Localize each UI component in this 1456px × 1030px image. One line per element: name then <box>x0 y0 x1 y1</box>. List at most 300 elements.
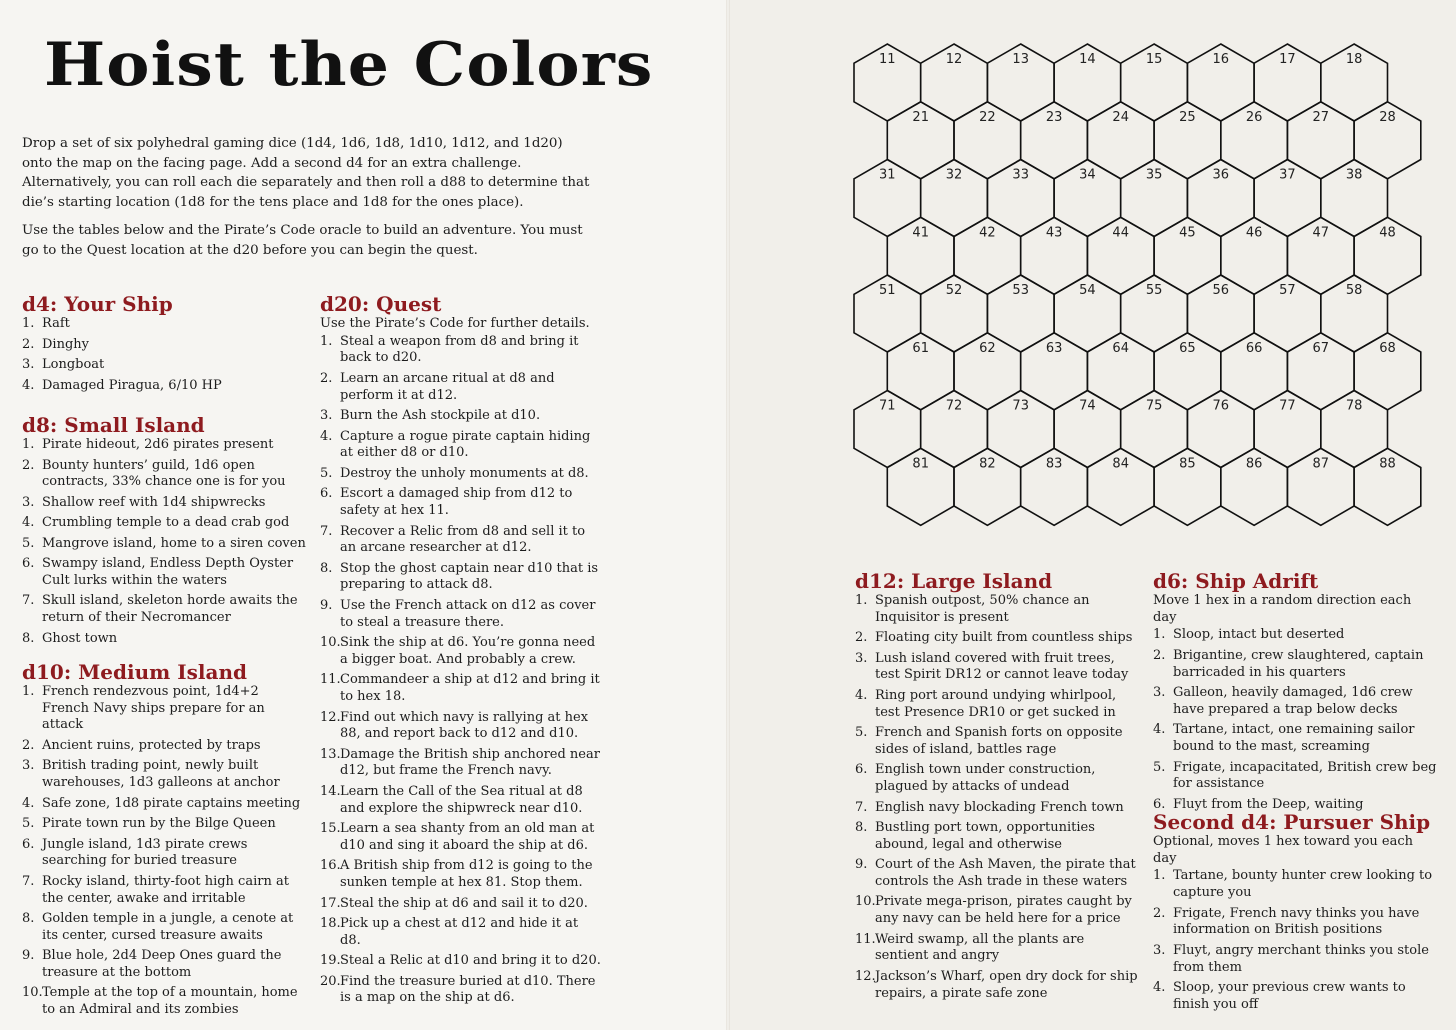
list-item <box>22 631 307 648</box>
item-text: Pirate hideout, 2d6 pirates present <box>42 437 274 452</box>
item-number: 16. <box>320 858 341 874</box>
item-number: 3. <box>320 408 333 424</box>
hex-label: 24 <box>1112 109 1129 125</box>
list-item <box>22 738 307 755</box>
hex-cell <box>1354 102 1421 179</box>
item-number: 12. <box>320 709 341 725</box>
item-number: 3. <box>855 650 868 666</box>
item-number: 4. <box>22 515 35 531</box>
hex-label: 11 <box>879 52 896 67</box>
item-number: 9. <box>855 857 868 873</box>
hex-cell <box>1087 448 1154 525</box>
hex-label: 33 <box>1012 167 1029 183</box>
item-number: 12. <box>855 968 876 984</box>
hex-label: 35 <box>1145 167 1163 183</box>
hex-cell <box>921 275 988 352</box>
page-title: Hoist the Colors <box>44 30 654 100</box>
hex-label: 42 <box>979 225 996 241</box>
hex-cell <box>921 391 988 468</box>
hex-cell <box>1321 44 1388 121</box>
hex-cell <box>1121 160 1188 237</box>
hex-label: 87 <box>1312 456 1330 472</box>
item-number: 11. <box>855 931 876 947</box>
table-d20 <box>320 292 602 1011</box>
hex-label: 22 <box>979 109 996 125</box>
hex-cell <box>1287 333 1354 410</box>
item-number: 4. <box>22 795 35 811</box>
hex-label: 17 <box>1279 52 1296 67</box>
list-item <box>855 688 1140 721</box>
hex-label: 44 <box>1112 225 1129 241</box>
hex-cell <box>1321 391 1388 468</box>
item-text: Sink the ship at d6. You’re gonna need a bigger boat. And probably a crew. <box>340 635 596 667</box>
item-number: 6. <box>1153 796 1166 812</box>
list-item <box>22 337 307 354</box>
hex-label: 82 <box>979 456 996 472</box>
table-note: Optional, moves 1 hex toward you each day <box>1153 834 1414 866</box>
item-text: Ancient ruins, protected by traps <box>42 737 261 753</box>
item-text: Golden temple in a jungle, a cenote at its center, cursed treasure awaits <box>42 911 294 943</box>
hex-label: 84 <box>1112 456 1129 472</box>
list-item <box>320 635 602 668</box>
item-number: 10. <box>855 894 876 910</box>
item-text: A British ship from d12 is going to the sunken temple at hex 81. Stop them. <box>340 858 593 891</box>
intro-text <box>22 134 592 269</box>
list-item <box>320 524 602 557</box>
table-d6 <box>1153 569 1438 817</box>
hex-label: 68 <box>1379 340 1396 356</box>
hex-label: 73 <box>1012 398 1029 414</box>
list-item <box>320 953 602 970</box>
item-number: 19. <box>320 953 341 969</box>
hex-cell <box>987 160 1054 237</box>
item-number: 2. <box>320 370 333 386</box>
list-item <box>1153 980 1438 1013</box>
item-number: 4. <box>1153 980 1166 996</box>
hex-cell <box>1121 391 1188 468</box>
item-text: Damage the British ship anchored near d12, but frame the French navy. <box>340 746 600 779</box>
hex-cell <box>1121 44 1188 121</box>
table-list <box>1153 868 1438 1013</box>
item-text: Longboat <box>42 357 105 372</box>
hex-cell <box>1321 160 1388 237</box>
item-text: British trading point, newly built warehouses, 1d3 galleons at anchor <box>42 758 280 791</box>
item-number: 20. <box>320 973 341 989</box>
list-item <box>320 747 602 780</box>
item-text: Court of the Ash Maven, the pirate that controls the Ash trade in these waters <box>875 857 1136 889</box>
hex-label: 28 <box>1379 109 1396 125</box>
hex-cell <box>1121 275 1188 352</box>
hex-cell <box>1154 217 1221 294</box>
list-item <box>1153 648 1438 681</box>
item-text: Brigantine, crew slaughtered, captain barricaded in his quarters <box>1173 647 1424 680</box>
item-number: 5. <box>22 816 35 832</box>
list-item <box>1153 906 1438 939</box>
intro-paragraph: Drop a set of six polyhedral gaming dice (1d4, 1d6, 1d8, 1d10, 1d12, and 1d20) onto the map on the facing page. Add a second d4 for an extra challenge. Alternatively, you can roll each die separately and then roll a d88 to determine that die’s starting location (1d8 for the tens place and 1d8 for the ones place). <box>22 136 590 210</box>
list-item <box>22 536 307 553</box>
table-d12 <box>855 569 1140 1006</box>
table-list <box>22 316 307 394</box>
hex-cell <box>1187 275 1254 352</box>
item-number: 6. <box>320 486 333 502</box>
list-item <box>320 408 602 425</box>
item-number: 9. <box>320 597 333 613</box>
item-number: 1. <box>1153 868 1166 884</box>
item-text: Steal the ship at d6 and sail it to d20. <box>340 895 588 911</box>
table-heading: d20: Quest <box>320 292 442 316</box>
hex-label: 78 <box>1345 398 1363 414</box>
item-text: English town under construction, plagued by attacks of undead <box>875 762 1096 795</box>
list-item <box>320 896 602 913</box>
item-number: 3. <box>22 494 35 510</box>
item-text: Fluyt, angry merchant thinks you stole from them <box>1173 942 1429 975</box>
hex-cell <box>1221 217 1288 294</box>
list-item <box>320 858 602 891</box>
hex-label: 85 <box>1179 456 1196 472</box>
list-item <box>320 598 602 631</box>
list-item <box>22 874 307 907</box>
item-text: Raft <box>42 316 70 331</box>
item-text: Private mega-prison, pirates caught by any navy can be held here for a price <box>875 894 1132 927</box>
item-text: Burn the Ash stockpile at d10. <box>340 408 541 424</box>
item-text: Damaged Piragua, 6/10 HP <box>42 377 222 393</box>
item-number: 3. <box>1153 942 1166 958</box>
hex-label: 36 <box>1212 167 1230 183</box>
item-number: 4. <box>855 687 868 703</box>
list-item <box>320 429 602 462</box>
item-text: Mangrove island, home to a siren coven <box>42 535 306 551</box>
list-item <box>320 784 602 817</box>
hex-cell <box>1154 448 1221 525</box>
table-heading: d8: Small Island <box>22 413 205 437</box>
item-text: Bounty hunters’ guild, 1d6 open contracts, 33% chance one is for you <box>42 457 286 490</box>
table-d8 <box>22 413 307 651</box>
hex-label: 76 <box>1212 398 1230 414</box>
hex-cell <box>1254 160 1321 237</box>
hex-label: 14 <box>1079 52 1096 67</box>
hex-cell <box>1021 217 1088 294</box>
table-heading: Second d4: Pursuer Ship <box>1153 810 1431 834</box>
hex-cell <box>1287 448 1354 525</box>
hex-cell <box>1087 333 1154 410</box>
item-number: 1. <box>855 593 868 608</box>
item-number: 7. <box>855 799 868 815</box>
item-text: Destroy the unholy monuments at d8. <box>340 465 589 481</box>
hex-label: 16 <box>1212 52 1230 67</box>
hex-cell <box>1254 275 1321 352</box>
table-note: Use the Pirate’s Code for further details. <box>320 316 590 331</box>
list-item <box>22 816 307 833</box>
hex-cell <box>887 102 954 179</box>
item-text: Temple at the top of a mountain, home to an Admiral and its zombies <box>42 985 298 1018</box>
hex-label: 83 <box>1045 456 1063 472</box>
item-number: 11. <box>320 672 341 688</box>
item-number: 2. <box>22 737 35 753</box>
item-text: Fluyt from the Deep, waiting <box>1173 796 1364 812</box>
item-number: 5. <box>320 465 333 481</box>
list-item <box>22 357 307 374</box>
hex-cell <box>854 44 921 121</box>
hex-cell <box>1287 102 1354 179</box>
list-item <box>22 495 307 512</box>
item-number: 2. <box>22 336 35 352</box>
item-number: 4. <box>320 428 333 444</box>
list-item <box>22 437 307 454</box>
item-text: Learn a sea shanty from an old man at d10 and sing it aboard the ship at d6. <box>340 821 595 853</box>
item-text: Skull island, skeleton horde awaits the return of their Necromancer <box>42 593 298 626</box>
hex-label: 81 <box>912 456 929 472</box>
list-item <box>1153 722 1438 755</box>
hex-label: 52 <box>945 283 963 298</box>
item-text: Learn the Call of the Sea ritual at d8 and explore the shipwreck near d10. <box>340 783 583 816</box>
hex-label: 54 <box>1079 283 1096 298</box>
item-number: 3. <box>22 357 35 372</box>
list-item <box>855 725 1140 758</box>
list-item <box>855 969 1140 1002</box>
item-text: Crumbling temple to a dead crab god <box>42 515 290 531</box>
hex-cell <box>854 391 921 468</box>
table-list <box>22 437 307 647</box>
item-text: Escort a damaged ship from d12 to safety at hex 11. <box>340 486 573 519</box>
intro-paragraph: Use the tables below and the Pirate’s Code oracle to build an adventure. You must go to the Quest location at the d20 before you can begin the quest. <box>22 223 583 258</box>
list-item <box>320 672 602 705</box>
hex-cell <box>887 217 954 294</box>
list-item <box>22 378 307 395</box>
hex-label: 38 <box>1345 167 1363 183</box>
list-item <box>22 758 307 791</box>
list-item <box>320 371 602 404</box>
hex-label: 53 <box>1012 283 1029 298</box>
hex-label: 27 <box>1312 109 1330 125</box>
item-text: Safe zone, 1d8 pirate captains meeting <box>42 795 301 811</box>
hex-cell <box>1254 44 1321 121</box>
item-number: 5. <box>22 535 35 551</box>
hex-label: 66 <box>1245 340 1263 356</box>
item-number: 18. <box>320 916 341 932</box>
list-item <box>22 593 307 626</box>
table-heading: d4: Your Ship <box>22 292 173 316</box>
hex-cell <box>1021 102 1088 179</box>
item-number: 8. <box>22 911 35 927</box>
table-d10 <box>22 660 307 1023</box>
list-item <box>320 710 602 743</box>
item-number: 4. <box>22 377 35 393</box>
hex-label: 51 <box>879 283 896 298</box>
hex-cell <box>1354 217 1421 294</box>
list-item <box>22 316 307 333</box>
list-item <box>320 486 602 519</box>
hex-cell <box>887 333 954 410</box>
hex-cell <box>1021 448 1088 525</box>
hex-cell <box>1154 333 1221 410</box>
item-text: Steal a weapon from d8 and bring it back to d20. <box>340 333 579 366</box>
hex-label: 64 <box>1112 340 1129 356</box>
item-number: 2. <box>1153 905 1166 921</box>
item-number: 7. <box>22 873 35 889</box>
hex-cell <box>1187 44 1254 121</box>
item-number: 5. <box>855 725 868 741</box>
table-list <box>320 334 602 1007</box>
item-text: Frigate, French navy thinks you have information on British positions <box>1173 905 1420 938</box>
hex-cell <box>987 391 1054 468</box>
item-text: Pick up a chest at d12 and hide it at d8. <box>340 916 579 948</box>
hex-label: 43 <box>1045 225 1063 241</box>
hex-label: 61 <box>912 340 929 356</box>
hex-cell <box>1054 44 1121 121</box>
item-number: 17. <box>320 895 341 911</box>
hex-cell <box>921 160 988 237</box>
item-number: 10. <box>320 635 341 651</box>
item-text: French and Spanish forts on opposite sides of island, battles rage <box>875 725 1123 757</box>
hex-cell <box>1154 102 1221 179</box>
list-item <box>320 334 602 367</box>
list-item <box>320 561 602 594</box>
hex-label: 23 <box>1045 109 1063 125</box>
item-number: 8. <box>320 560 333 576</box>
hex-label: 58 <box>1345 283 1363 298</box>
list-item <box>1153 627 1438 644</box>
hex-cell <box>1354 333 1421 410</box>
hex-cell <box>954 448 1021 525</box>
hex-cell <box>1054 275 1121 352</box>
hex-label: 45 <box>1179 225 1196 241</box>
hex-label: 63 <box>1045 340 1063 356</box>
hex-cell <box>954 102 1021 179</box>
hex-cell <box>1221 333 1288 410</box>
table-list <box>22 684 307 1019</box>
item-number: 1. <box>320 333 333 349</box>
item-number: 14. <box>320 783 341 799</box>
hex-cell <box>854 275 921 352</box>
item-text: Swampy island, Endless Depth Oyster Cult lurks within the waters <box>42 556 294 588</box>
item-text: Sloop, intact but deserted <box>1173 627 1345 643</box>
hex-label: 15 <box>1145 52 1163 67</box>
hex-label: 71 <box>879 398 896 414</box>
item-text: Stop the ghost captain near d10 that is preparing to attack d8. <box>340 560 599 593</box>
hex-label: 57 <box>1279 283 1296 298</box>
item-number: 7. <box>320 523 333 539</box>
item-text: Tartane, intact, one remaining sailor bound to the mast, screaming <box>1173 722 1415 755</box>
item-text: Lush island covered with fruit trees, test Spirit DR12 or cannot leave today <box>875 650 1129 683</box>
item-text: Steal a Relic at d10 and bring it to d20. <box>340 953 601 969</box>
hex-label: 77 <box>1279 398 1296 414</box>
item-number: 2. <box>1153 647 1166 663</box>
hex-cell <box>1221 448 1288 525</box>
hex-label: 75 <box>1145 398 1163 414</box>
list-item <box>855 894 1140 927</box>
hex-label: 65 <box>1179 340 1196 356</box>
item-number: 15. <box>320 821 341 837</box>
hex-label: 41 <box>912 225 929 241</box>
hex-label: 55 <box>1145 283 1163 298</box>
list-item <box>22 458 307 491</box>
hex-cell <box>1054 391 1121 468</box>
item-text: Frigate, incapacitated, British crew beg for assistance <box>1173 759 1437 792</box>
list-item <box>1153 868 1438 901</box>
hex-cell <box>1054 160 1121 237</box>
hex-label: 31 <box>879 167 896 183</box>
hex-cell <box>887 448 954 525</box>
item-number: 1. <box>1153 627 1166 643</box>
list-item <box>22 684 307 734</box>
item-text: Sloop, your previous crew wants to finish you off <box>1173 980 1406 1012</box>
table-pursuer-ship <box>1153 810 1438 1017</box>
item-text: Ring port around undying whirlpool, test Presence DR10 or get sucked in <box>875 687 1117 720</box>
item-number: 6. <box>22 836 35 852</box>
hex-label: 18 <box>1345 52 1363 67</box>
item-number: 4. <box>1153 722 1166 738</box>
hex-label: 72 <box>945 398 963 414</box>
item-text: Find out which navy is rallying at hex 88, and report back to d12 and d10. <box>340 709 589 742</box>
table-note: Move 1 hex in a random direction each day <box>1153 593 1412 625</box>
item-text: Commandeer a ship at d12 and bring it to hex 18. <box>340 672 600 705</box>
item-text: Shallow reef with 1d4 shipwrecks <box>42 494 266 510</box>
hex-label: 67 <box>1312 340 1330 356</box>
item-text: Rocky island, thirty-foot high cairn at the center, awake and irritable <box>42 873 289 906</box>
item-number: 1. <box>22 316 35 331</box>
table-heading: d12: Large Island <box>855 569 1053 593</box>
hex-cell <box>987 275 1054 352</box>
list-item <box>855 820 1140 853</box>
item-text: Tartane, bounty hunter crew looking to capture you <box>1173 868 1433 901</box>
hex-label: 74 <box>1079 398 1096 414</box>
hex-cell <box>1187 391 1254 468</box>
hex-label: 21 <box>912 109 929 125</box>
list-item <box>22 911 307 944</box>
table-d4 <box>22 292 307 398</box>
list-item <box>1153 685 1438 718</box>
item-text: Pirate town run by the Bilge Queen <box>42 816 276 832</box>
list-item <box>1153 943 1438 976</box>
hex-cell <box>854 160 921 237</box>
item-text: Ghost town <box>42 630 118 646</box>
item-text: Bustling port town, opportunities abound, legal and otherwise <box>875 820 1095 852</box>
hex-label: 32 <box>945 167 963 183</box>
hex-label: 34 <box>1079 167 1096 183</box>
item-number: 8. <box>855 820 868 836</box>
item-number: 2. <box>22 457 35 473</box>
item-text: Use the French attack on d12 as cover to steal a treasure there. <box>340 597 596 630</box>
hex-cell <box>1087 102 1154 179</box>
list-item <box>22 948 307 981</box>
item-number: 8. <box>22 630 35 646</box>
hex-label: 86 <box>1245 456 1263 472</box>
list-item <box>320 466 602 483</box>
item-text: Spanish outpost, 50% chance an Inquisitor is present <box>875 593 1090 625</box>
item-text: Recover a Relic from d8 and sell it to an arcane researcher at d12. <box>340 523 586 556</box>
hex-label: 62 <box>979 340 996 356</box>
list-item <box>22 556 307 589</box>
list-item <box>320 916 602 949</box>
item-text: Jackson’s Wharf, open dry dock for ship repairs, a pirate safe zone <box>875 968 1138 1001</box>
hex-cell <box>1321 275 1388 352</box>
item-number: 10. <box>22 985 43 1001</box>
hex-label: 48 <box>1379 225 1396 241</box>
item-number: 6. <box>855 762 868 778</box>
hex-map <box>850 40 1440 535</box>
hex-cell <box>987 44 1054 121</box>
item-number: 1. <box>22 684 35 699</box>
list-item <box>855 593 1140 626</box>
table-list <box>855 593 1140 1002</box>
item-text: English navy blockading French town <box>875 799 1124 815</box>
item-number: 3. <box>22 758 35 774</box>
list-item <box>320 974 602 1007</box>
item-text: French rendezvous point, 1d4+2 French Navy ships prepare for an attack <box>42 684 265 733</box>
hex-label: 47 <box>1312 225 1330 241</box>
item-number: 2. <box>855 630 868 646</box>
item-number: 9. <box>22 948 35 964</box>
